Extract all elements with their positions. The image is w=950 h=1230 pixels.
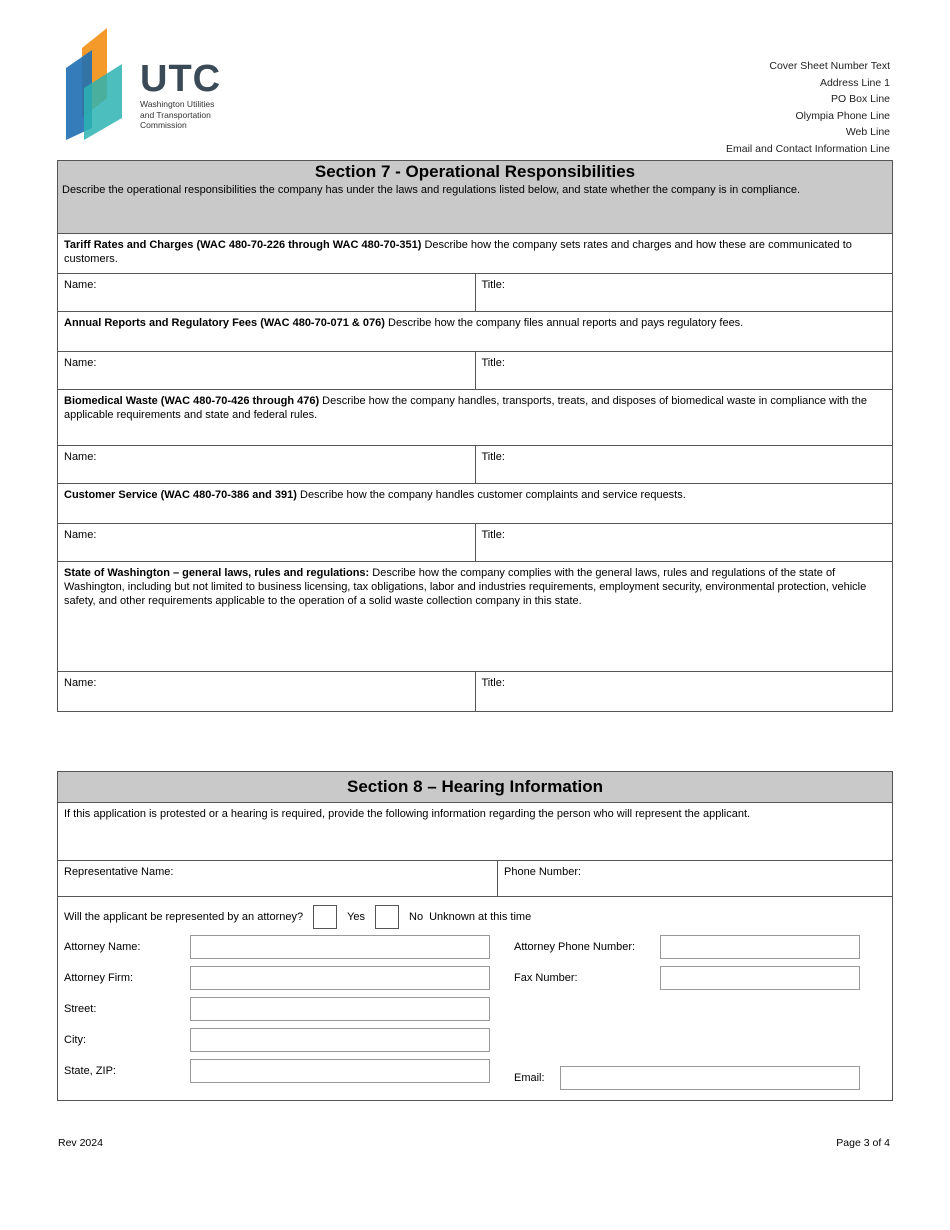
customer-name-field[interactable]: Name: [64,529,97,541]
email-input[interactable] [560,1066,860,1090]
city-input[interactable] [190,1028,490,1052]
city-label: City: [64,1034,86,1046]
attorney-name-input[interactable] [190,935,490,959]
contact-line-2: Address Line 1 [819,76,890,89]
yes-label: Yes [347,911,366,923]
biomedical-row [58,389,892,445]
contact-line-1: Cover Sheet Number Text [769,60,890,72]
representative-name-field[interactable]: Representative Name: [58,861,498,896]
contact-line-6: Email and Contact Information Line [725,142,890,155]
section-7-title: Section 7 - Operational Responsibilities [314,162,636,181]
no-checkbox[interactable] [375,905,399,929]
email-label: Email: [514,1072,545,1084]
contact-line-4: Olympia Phone Line [795,109,890,122]
customer-label: Customer Service (WAC 480-70-386 and 391) [64,489,297,501]
section-7 [57,160,893,712]
tariff-label: Tariff Rates and Charges (WAC 480-70-226 through WAC 480-70-351) [64,239,422,251]
biomedical-text: Describe how the company handles, transports, treats, and disposes of biomedical waste in compliance with the applicable requirements and state and federal rules. [64,395,867,421]
contact-line-5: Web Line [845,126,890,138]
attorney-phone-input[interactable] [660,935,860,959]
revision-label: Rev 2024 [58,1137,103,1149]
annual-title-field[interactable]: Title: [475,352,893,389]
contact-line-3: PO Box Line [831,93,890,105]
biomedical-label: Biomedical Waste (WAC 480-70-426 through 476) [64,395,320,407]
state-title-field[interactable]: Title: [475,672,893,711]
section-8 [57,771,893,1101]
customer-row [58,483,892,523]
yes-checkbox[interactable] [313,905,337,929]
section-8-title: Section 8 – Hearing Information [347,777,603,796]
attorney-firm-input[interactable] [190,966,490,990]
tariff-signature-row [58,273,892,311]
state-zip-input[interactable] [190,1059,490,1083]
attorney-name-label: Attorney Name: [64,941,141,953]
fax-input[interactable] [660,966,860,990]
customer-title-field[interactable]: Title: [475,524,893,561]
attorney-firm-label: Attorney Firm: [64,972,134,984]
attorney-question-text: Will the applicant be represented by an attorney? [64,911,304,923]
state-signature-row [58,671,892,711]
biomedical-name-field[interactable]: Name: [64,451,97,463]
customer-signature-row [58,523,892,561]
state-row [58,561,892,671]
tariff-row [58,233,892,273]
street-label: Street: [64,1003,97,1015]
attorney-phone-label: Attorney Phone Number: [514,941,636,953]
section-7-header [58,161,892,233]
tariff-text: Describe how the company sets rates and charges and how these are communicated to customers. [64,239,852,265]
logo-abbr: UTC [140,58,222,100]
street-input[interactable] [190,997,490,1021]
fax-label: Fax Number: [514,972,578,984]
contact-block [726,58,890,157]
attorney-question [64,903,886,931]
utc-logo [62,28,222,140]
state-zip-label: State, ZIP: [64,1065,116,1077]
section-8-description: If this application is protested or a hearing is required, provide the following information regarding the person who will represent the applicant. [64,808,751,820]
biomedical-signature-row [58,445,892,483]
unknown-label: Unknown at this time [429,911,532,923]
section-7-description: Describe the operational responsibilities the company has under the laws and regulations listed below, and state whether the company is in compliance. [62,184,801,196]
annual-label: Annual Reports and Regulatory Fees (WAC 480-70-071 & 076) [64,317,385,329]
page-number: Page 3 of 4 [836,1137,890,1149]
representative-phone-field[interactable]: Phone Number: [504,866,582,878]
annual-row [58,311,892,351]
logo-mark-icon [62,28,134,140]
biomedical-title-field[interactable]: Title: [475,446,893,483]
state-text: Describe how the company complies with the general laws, rules and regulations of the state of Washington, including but not limited to business licensing, tax obligations, labor and industries requirements, employment security, environmental protection, vehicle safety, and other requirements applicable to the operation of a solid waste collection company in this state. [64,567,867,607]
annual-name-field[interactable]: Name: [64,357,97,369]
tariff-name-field[interactable]: Name: [64,279,97,291]
annual-signature-row [58,351,892,389]
section-8-description-row [58,802,892,860]
logo-org-name: Washington Utilities and Transportation Commission [140,99,215,130]
state-label: State of Washington – general laws, rules and regulations: [64,567,370,579]
annual-text: Describe how the company files annual reports and pays regulatory fees. [384,317,744,329]
attorney-block [58,896,892,1090]
tariff-title-field[interactable]: Title: [475,274,893,311]
state-name-field[interactable]: Name: [64,677,97,689]
customer-text: Describe how the company handles customer complaints and service requests. [296,489,686,501]
representative-row [58,860,892,896]
no-label: No [409,911,424,923]
section-8-header [58,772,892,802]
